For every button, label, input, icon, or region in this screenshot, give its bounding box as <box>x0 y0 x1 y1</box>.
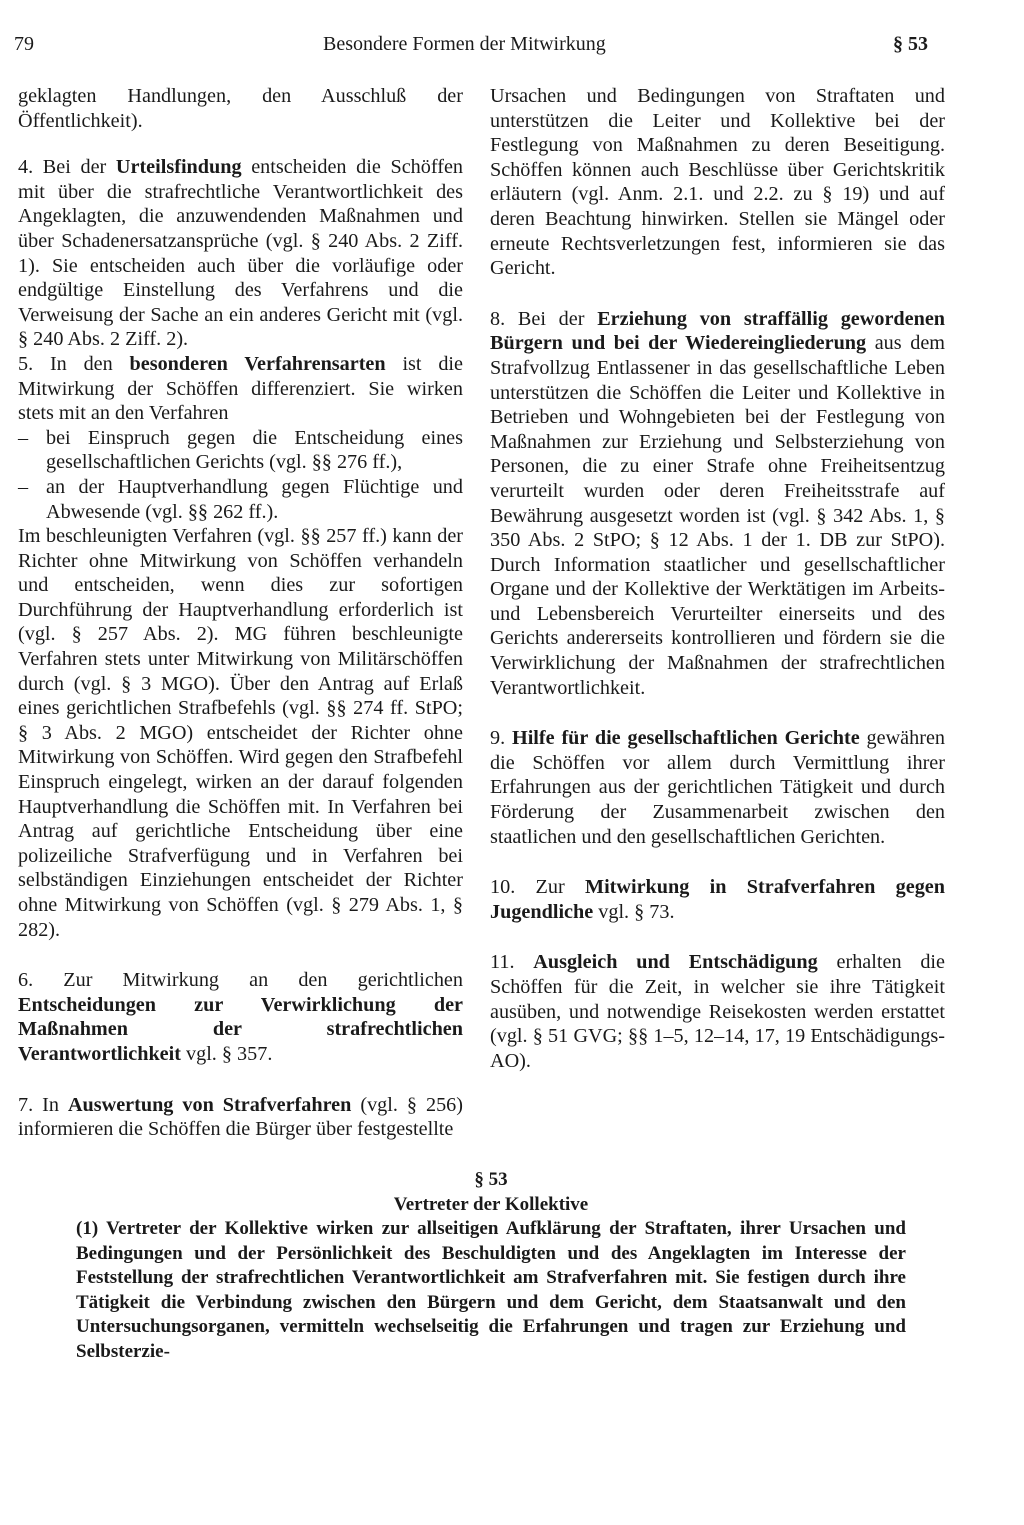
p9-lead: 9. <box>490 727 512 750</box>
paragraph-9 <box>490 726 945 849</box>
section-53 <box>76 1168 906 1364</box>
list-item <box>18 475 463 524</box>
page-header <box>0 33 1024 63</box>
paragraph-8 <box>490 307 945 701</box>
paragraph-11 <box>490 950 945 1073</box>
p8-lead: 8. Bei der <box>490 307 598 330</box>
running-title: Besondere Formen der Mitwirkung <box>323 33 606 55</box>
header-section-ref: § 53 <box>893 33 928 55</box>
p6-text: vgl. § 357. <box>180 1042 273 1065</box>
p7-heading: Auswertung von Strafverfahren <box>67 1093 352 1116</box>
page-number: 79 <box>14 33 34 55</box>
paragraph-intro: geklagten Handlungen, den Ausschluß der Öffentlichkeit). <box>18 85 463 132</box>
paragraph-10 <box>490 875 945 924</box>
p11-text: erhalten die Schöffen für die Zeit, in welcher sie ihre Tätigkeit ausüben, und notwendige Reisekosten werden erstattet (vgl. § 51 GVG; §§ 1–5, 12–14, 17, 19 Entschädigungs-AO). <box>490 951 945 1072</box>
p4-heading: Urteilsfindung <box>115 156 242 179</box>
bullet-text: an der Hauptverhandlung gegen Flüchtige und Abwesende (vgl. §§ 262 ff.). <box>46 475 463 523</box>
paragraph-5 <box>18 352 463 426</box>
section-title: Vertreter der Kollektive <box>393 1193 589 1215</box>
p5-heading: besonderen Verfahrensarten <box>129 352 386 375</box>
p11-heading: Ausgleich und Entschädigung <box>533 951 818 974</box>
right-column <box>490 84 945 1073</box>
p11-lead: 11. <box>490 951 534 974</box>
p8-text: aus dem Strafvollzug Entlassener in das gesellschaftliche Leben unterstützen die Schöffen die Leiter und Kollektive in Betrieben und Wohngebieten bei der Festlegung von Maßnahmen zur Erziehung und Selbsterziehung von Personen, die zu einer Strafe ohne Freiheitsentzug verurteilt wurden oder deren Freiheitsstrafe auf Bewährung ausgesetzt worden ist (vgl. § 342 Abs. 1, § 350 Abs. 2 StPO; § 12 Abs. 1 der 1. DB zur StPO). Durch Information staatlicher und gesellschaftlicher Organe und der Kollektive der Werktätigen im Arbeits- und Lebensbereich Verurteilter einerseits und des Gerichts andererseits kontrollieren und fördern sie die Verwirklichung der Maßnahmen der strafrechtlichen Verantwortlichkeit. <box>490 332 945 699</box>
p7-lead: 7. In <box>18 1093 68 1116</box>
section-number: § 53 <box>474 1169 508 1190</box>
p10-heading: Mitwirkung in Strafverfahren gegen Jugendliche <box>490 876 945 923</box>
p10-text: vgl. § 73. <box>593 900 675 923</box>
paragraph-7 <box>18 1093 463 1142</box>
bullet-text: bei Einspruch gegen die Entscheidung eines gesellschaftlichen Gerichts (vgl. §§ 276 ff.), <box>46 426 463 474</box>
paragraph-4 <box>18 155 463 352</box>
p8-heading: Erziehung von straffällig gewordenen Bürgern und bei der Wiedereingliederung <box>490 307 946 355</box>
bullet-dash: – <box>18 475 29 498</box>
p5-text: ist die Mitwirkung der Schöffen differenziert. Sie wirken stets mit an den Verfahren <box>18 352 463 425</box>
p9-heading: Hilfe für die gesellschaftlichen Gerichte <box>512 727 860 750</box>
bullet-dash: – <box>18 426 29 449</box>
section-text: (1) Vertreter der Kollektive wirken zur allseitigen Aufklärung der Straftaten, ihrer Ursachen und Bedingungen und der Persönlichkeit des Beschuldigten und des Angeklagten im Interesse der Feststellung der strafrechtlichen Verantwortlichkeit am Strafverfahren mit. Sie festigen durch ihre Tätigkeit die Verbindung zwischen den Bürgern und dem Gericht, dem Staatsanwalt und den Untersuchungsorganen, vermitteln wechselseitig die Erfahrungen und tragen zur Erziehung und Selbsterzie- <box>76 1218 906 1362</box>
p9-text: gewähren die Schöffen vor allem durch Vermittlung ihrer Erfahrungen aus der gerichtlichen Tätigkeit und durch Förderung der Zusammenarbeit zwischen den staatlichen und den gesellschaftlichen Gerichten. <box>490 727 946 848</box>
paragraph-7-continued: Ursachen und Bedingungen von Straftaten und unterstützen die Leiter und Kollektive bei der Festlegung von Maßnahmen zu deren Beseitigung. Schöffen können auch Beschlüsse über Gerichtskritik erläutern (vgl. Anm. 2.1. und 2.2. zu § 19) und auf deren Beachtung hinwirken. Stellen sie Mängel oder erneute Rechtsverletzungen fest, informieren sie das Gericht. <box>490 85 945 280</box>
p10-lead: 10. Zur <box>490 876 586 899</box>
p4-text: entscheiden die Schöffen mit über die strafrechtliche Verantwortlichkeit des Angeklagten, die anzuwendenden Maßnahmen und über Schadenersatzansprüche (vgl. § 240 Abs. 2 Ziff. 1). Sie entscheiden auch über die vorläufige oder endgültige Einstellung des Verfahrens und die Verweisung der Sache an ein anderes Gericht mit (vgl. § 240 Abs. 2 Ziff. 2). <box>18 156 463 351</box>
p6-lead: 6. Zur Mitwirkung an den gerichtlichen <box>18 969 463 992</box>
paragraph-6 <box>18 968 463 1066</box>
list-item <box>18 426 463 475</box>
p5-lead: 5. In den <box>18 352 130 375</box>
left-column <box>18 84 463 1142</box>
p4-lead: 4. Bei der <box>18 156 116 179</box>
p7-text: (vgl. § 256) informieren die Schöffen die Bürger über festgestellte <box>18 1093 463 1141</box>
p6-heading: Entscheidungen zur Verwirklichung der Maßnahmen der strafrechtlichen Verantwortlichkeit <box>18 993 463 1065</box>
paragraph-5-continued: Im beschleunigten Verfahren (vgl. §§ 257 ff.) kann der Richter ohne Mitwirkung von Schöffen verhandeln und entscheiden, wenn dies zur sofortigen Durchführung der Hauptverhandlung erforderlich ist (vgl. § 257 Abs. 2). MG führen beschleunigte Verfahren stets unter Mitwirkung von Militärschöffen durch (vgl. § 3 MGO). Über den Antrag auf Erlaß eines gerichtlichen Strafbefehls (vgl. §§ 274 ff. StPO; § 3 Abs. 2 MGO) entscheidet der Richter ohne Mitwirkung von Schöffen. Wird gegen den Strafbefehl Einspruch eingelegt, wirken an der darauf folgenden Hauptverhandlung die Schöffen mit. In Verfahren bei Antrag auf gerichtliche Entscheidung über eine polizeiliche Strafverfügung und in Verfahren bei selbständigen Einziehungen entscheidet der Richter ohne Mitwirkung von Schöffen (vgl. § 279 Abs. 1, § 282). <box>18 525 463 941</box>
